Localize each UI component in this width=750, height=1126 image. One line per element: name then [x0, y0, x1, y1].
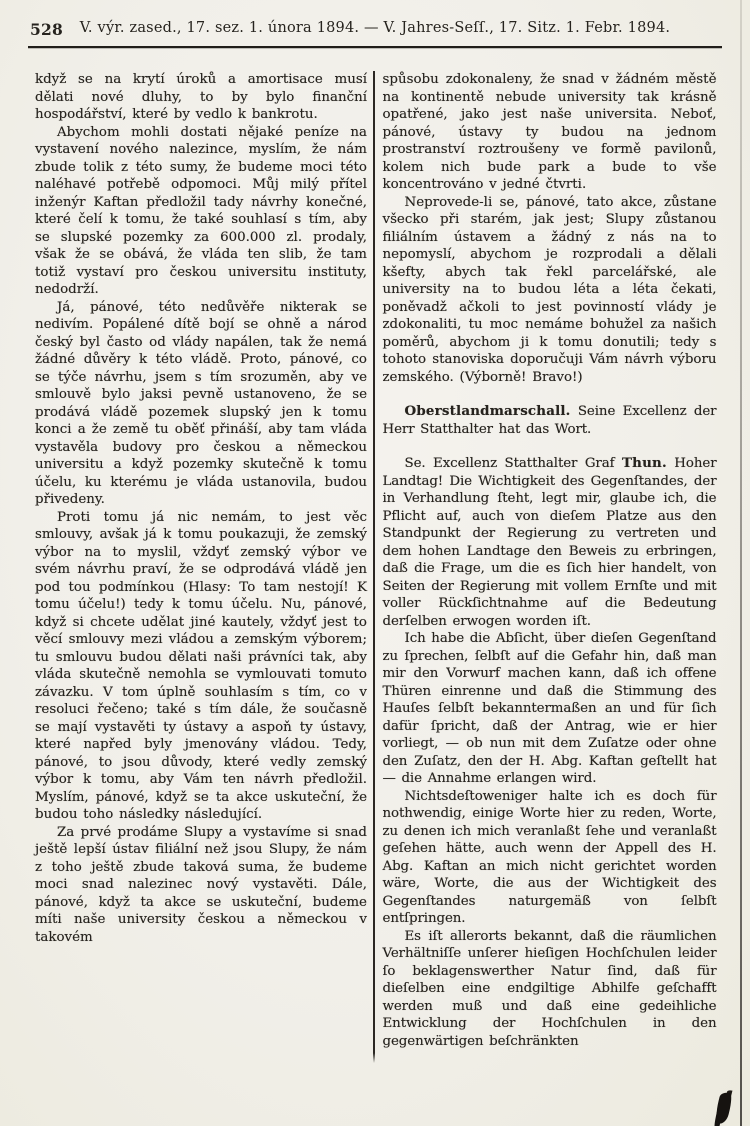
header-rule [28, 46, 722, 49]
left-column [35, 71, 367, 1063]
text-run: Nichtsdeſtoweniger halte ich es doch für nothwendig, einige Worte hier zu reden, Worte, zu denen ich mich veranlaßt ſehe und veranlaßt geſehen hätte, auch wenn der Appell des H. Abg. Kaftan an mich nicht gerichtet worden wäre, Worte, die aus der Wichtigkeit des Gegenſtandes naturgemäß von ſelbſt entſpringen. [382, 788, 717, 926]
speaker-name: Oberstlandmarschall. [404, 403, 571, 419]
text-run: Abychom mohli dostati nějaké peníze na vystavení nového nalezince, myslím, že nám zbude tolik z této sumy, že budeme moci této naléhavé potřebě odpomoci. Můj milý přítel inženýr Kaftan předložil tady návrhy konečné, které čelí k tomu, že také souhlasí s tím, aby se slupské pozemky za 600.000 zl. prodaly, však že se obává, že vláda ten slib, že tam totiž vystaví pro českou universitu instituty, nedodrží. [35, 124, 367, 297]
paragraph [383, 71, 717, 194]
text-run: Proti tomu já nic nemám, to jest věc smlouvy, avšak já k tomu poukazuji, že zemský výbor na to myslil, vždyť zemský výbor ve svém návrhu praví, že se odprodává vládě jen pod tou podmínkou (Hlasy: To tam nestojí! K tomu účelu!) tedy k tomu účelu. Nu, pánové, když si chcete udělat jiné kautely, vždyť jest to věcí smlouvy mezi vládou a zemským výborem; tu smlouvu budou dělati naši právníci tak, aby vláda skutečně nemohla se vymlouvati tomuto závazku. V tom úplně souhlasím s tím, co v resoluci řečeno; také s tím dále, že současně se mají vystavěti ty ústavy a aspoň ty ústavy, které napřed byly jmenovány vládou. Tedy, pánové, to jsou důvody, které vedly zemský výbor k tomu, aby Vám ten návrh předložil. Myslím, pánové, když se ta akce uskuteční, že budou toho následky následující. [35, 509, 367, 822]
text-run: Ich habe die Abſicht, über dieſen Gegenſtand zu ſprechen, ſelbſt auf die Gefahr hin, daß man mir den Vorwurf machen kann, daß ich offene Thüren einrenne und daß die Stimmung des Hauſes ſelbſt bekanntermaßen an und für ſich dafür ſpricht, daß der Antrag, wie er hier vorliegt, — ob nun mit dem Zuſatze oder ohne den Zuſatz, den der H. Abg. Kaftan geſtellt hat — die Annahme erlangen wird. [382, 631, 717, 786]
paragraph [383, 928, 717, 1051]
page-edge-line [740, 0, 742, 1126]
text-run: Za prvé prodáme Slupy a vystavíme si snad ještě lepší ústav filiální než jsou Slupy, že nám z toho ještě zbude taková suma, že budeme moci snad nalezinec nový vystavěti. Dále, pánové, když ta akce se uskuteční, budeme míti naše university českou a německou v takovém [35, 824, 367, 945]
text-columns [35, 71, 720, 1063]
right-column [383, 71, 717, 1063]
text-run: když se na krytí úroků a amortisace musí dělati nové dluhy, to by bylo finanční hospodářství, které by vedlo k bankrotu. [35, 72, 367, 122]
speaker-name: Thun. [621, 455, 667, 471]
header-separator: — [359, 20, 384, 36]
paragraph [383, 194, 717, 387]
paragraph [35, 824, 367, 947]
paragraph [35, 509, 367, 824]
text-run: spůsobu zdokonaleny, že snad v žádném městě na kontinentě nebude university tak krásně opatřené, jako jest naše universita. Neboť, pánové, ústavy ty budou na jednom prostranství roztroušeny ve formě pavilonů, kolem nich bude park a bude to vše koncentrováno v jedné čtvrti. [382, 72, 717, 192]
text-run: Se. Excellenz Statthalter Graf [404, 456, 622, 471]
header-session-czech: V. výr. zased., 17. sez. 1. února 1894. [79, 20, 360, 36]
ink-blot [713, 1091, 733, 1125]
paragraph [35, 299, 367, 509]
page-number: 528 [30, 20, 63, 39]
text-run: Es iſt allerorts bekannt, daß die räumlichen Verhältniſſe unſerer hieſigen Hochſchulen leider ſo beklagenswerther Natur ſind, daß für dieſelben eine endgiltige Abhilfe geſchafft werden muß und daß eine gedeihliche Entwicklung der Hochſchulen in den gegenwärtigen beſchränkten [382, 928, 717, 1049]
text-run: Hoher Landtag! Die Wichtigkeit des Gegenſtandes, der in Verhandlung ſteht, legt mir, glaube ich, die Pflicht auf, auch von dieſem Platze aus den Standpunkt der Regierung zu vertreten und dem hohen Landtage den Beweis zu erbringen, daß die Frage, um die es ſich hier handelt, von Seiten der Regierung mit vollem Ernſte und mit voller Rückſichtnahme auf die Bedeutung derſelben erwogen worden iſt. [382, 456, 717, 629]
paragraph [383, 788, 717, 928]
paragraph [383, 403, 717, 438]
text-run: Neprovede-li se, pánové, tato akce, zůstane všecko při starém, jak jest; Slupy zůstanou filiálním ústavem a žádný z nás na to nepomyslí, abychom je rozprodali a dělali kšefty, abych tak řekl parcelářské, ale university na to budou léta a léta čekati, poněvadž ačkoli to jest povinností vlády je zdokonaliti, tu moc nemáme bohužel za našich poměrů, abychom ji k tomu donutili; tedy s tohoto stanoviska doporučuji Vám návrh výboru zemského. (Výborně! Bravo!) [382, 194, 717, 385]
paragraph [383, 630, 717, 788]
paragraph [35, 71, 367, 124]
column-divider [373, 71, 375, 1063]
text-run: Já, pánové, této nedůvěře nikterak se nedivím. Popálené dítě bojí se ohně a národ český byl často od vlády napálen, tak že nemá žádné důvěry k této vládě. Proto, pánové, co se týče návrhu, jsem s tím srozuměn, aby ve smlouvě bylo jaksi pevně ustanoveno, že se prodává vládě pozemek slupský jen k tomu konci a že země tu oběť přináší, aby tam vláda vystavěla budovy pro českou a německou universitu a když pozemky skutečně k tomu účelu, ku kterému je vláda ustanovila, budou přivedeny. [35, 299, 367, 507]
paragraph [383, 455, 717, 630]
paragraph [35, 124, 367, 299]
page-header [28, 20, 722, 44]
text-run: Seine Excellenz der Herr Statthalter hat das Wort. [382, 404, 717, 437]
header-session-german: V. Jahres-Seſſ., 17. Sitz. 1. Febr. 1894. [383, 20, 671, 36]
